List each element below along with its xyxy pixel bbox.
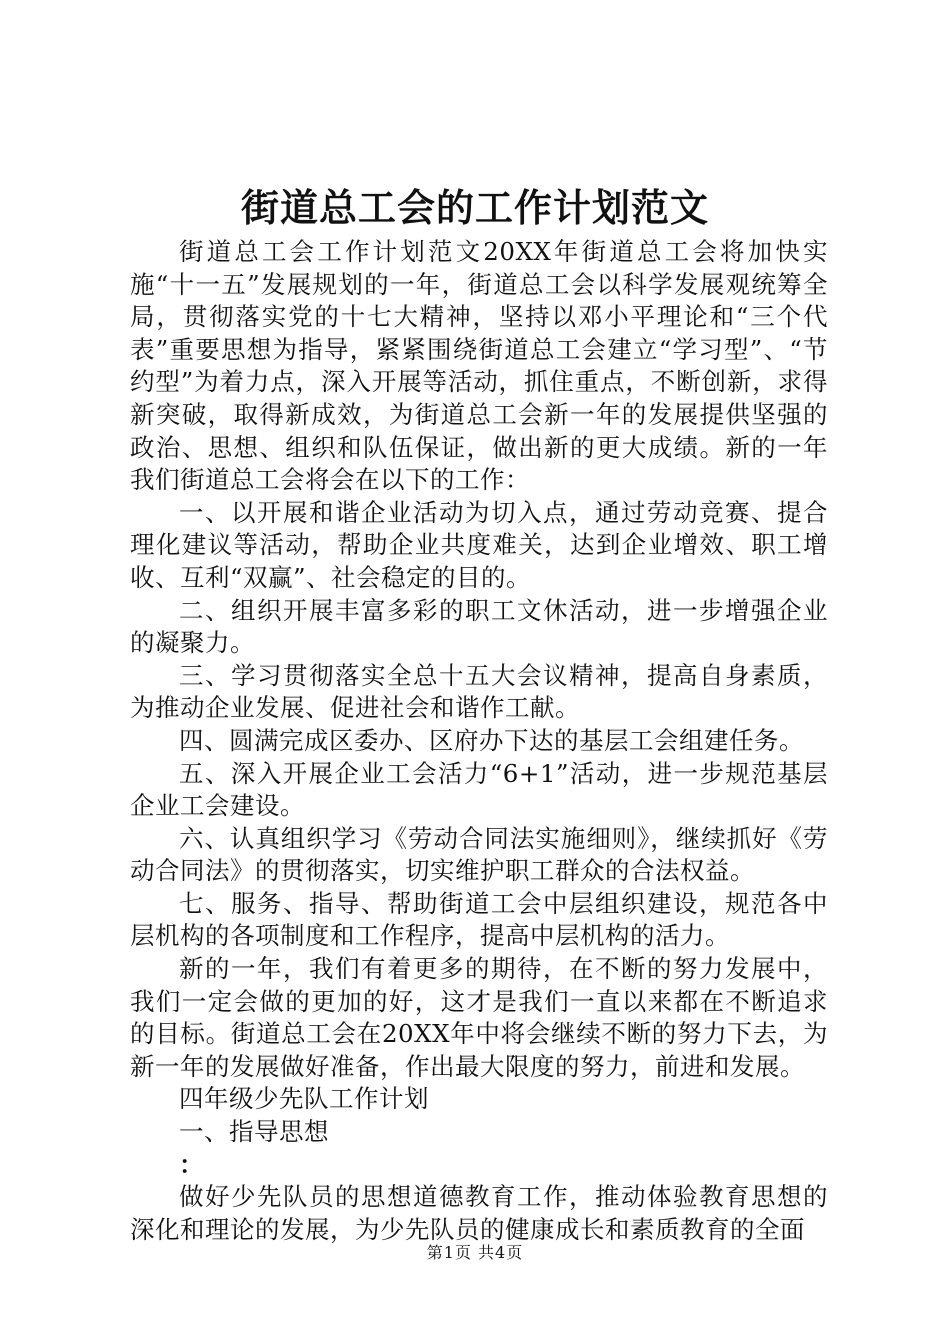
paragraph-item-1: 一、以开展和谐企业活动为切入点，通过劳动竞赛、提合理化建议等活动，帮助企业共度难关，达到企业增效、职工增收、互利“双赢”、社会稳定的目的。 xyxy=(130,497,828,592)
paragraph-item-3: 三、学习贯彻落实全总十五大会议精神，提高自身素质，为推动企业发展、促进社会和谐作工献。 xyxy=(130,660,828,723)
paragraph-item-6: 六、认真组织学习《劳动合同法实施细则》，继续抓好《劳动合同法》的贯彻落实，切实维护职工群众的合法权益。 xyxy=(130,823,828,886)
document-title: 街道总工会的工作计划范文 xyxy=(240,185,709,230)
paragraph-item-4: 四、圆满完成区委办、区府办下达的基层工会组建任务。 xyxy=(179,725,804,755)
page-number-footer: 第1页 共4页 xyxy=(426,1243,524,1262)
paragraph-item-5: 五、深入开展企业工会活力“6+1”活动，进一步规范基层企业工会建设。 xyxy=(130,758,828,821)
paragraph-guiding-thought: 做好少先队员的思想道德教育工作，推动体验教育思想的深化和理论的发展，为少先队员的健康成长和素质教育的全面 xyxy=(130,1182,828,1244)
colon-line: ： xyxy=(179,1149,204,1179)
section-heading: 四年级少先队工作计划 xyxy=(179,1084,429,1114)
document-body xyxy=(130,236,828,1246)
paragraph-item-2: 二、组织开展丰富多彩的职工文休活动，进一步增强企业的凝聚力。 xyxy=(130,595,828,658)
paragraph-intro: 街道总工会工作计划范文20XX年街道总工会将加快实施“十一五”发展规划的一年，街道总工会以科学发展观统筹全局，贯彻落实党的十七大精神，坚持以邓小平理论和“三个代表”重要思想为指导，紧紧围绕街道总工会建立“学习型”、“节约型”为着力点，深入开展等活动，抓住重点，不断创新，求得新突破，取得新成效，为街道总工会新一年的发展提供坚强的政治、思想、组织和队伍保证，做出新的更大成绩。新的一年我们街道总工会将会在以下的工作： xyxy=(130,237,828,495)
subsection-heading: 一、指导思想 xyxy=(179,1117,329,1147)
paragraph-item-7: 七、服务、指导、帮助街道工会中层组织建设，规范各中层机构的各项制度和工作程序，提高中层机构的活力。 xyxy=(130,888,828,951)
paragraph-closing: 新的一年，我们有着更多的期待，在不断的努力发展中，我们一定会做的更加的好，这才是我们一直以来都在不断追求的目标。街道总工会在20XX年中将会继续不断的努力下去，为新一年的发展做好准备，作出最大限度的努力，前进和发展。 xyxy=(130,954,828,1081)
